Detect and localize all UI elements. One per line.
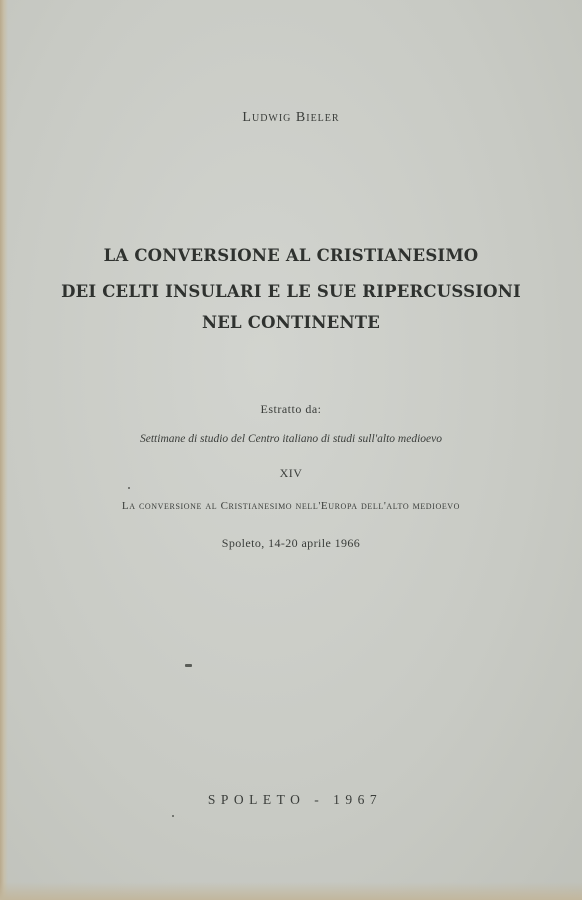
conference-dates: Spoleto, 14-20 aprile 1966 xyxy=(221,536,361,550)
title-line-2: DEI CELTI INSULARI E LE SUE RIPERCUSSIONI xyxy=(61,282,521,301)
extract-label: Estratto da: xyxy=(260,402,322,416)
page-edge-bottom xyxy=(0,882,582,900)
page-edge-left xyxy=(0,0,8,900)
paper-speck xyxy=(185,664,192,667)
paper-speck xyxy=(172,815,174,817)
title-line-3: NEL CONTINENTE xyxy=(202,313,380,332)
paper-speck xyxy=(128,487,130,489)
publication-imprint: SPOLETO - 1967 xyxy=(207,792,383,807)
title-line-1: LA CONVERSIONE AL CRISTIANESIMO xyxy=(103,246,479,265)
volume-number: XIV xyxy=(279,466,303,480)
volume-title: La conversione al Cristianesimo nell'Europa dell'alto medioevo xyxy=(121,500,461,512)
author-name: Ludwig Bieler xyxy=(242,110,340,125)
series-title: Settimane di studio del Centro italiano di studi sull'alto medioevo xyxy=(140,433,442,445)
